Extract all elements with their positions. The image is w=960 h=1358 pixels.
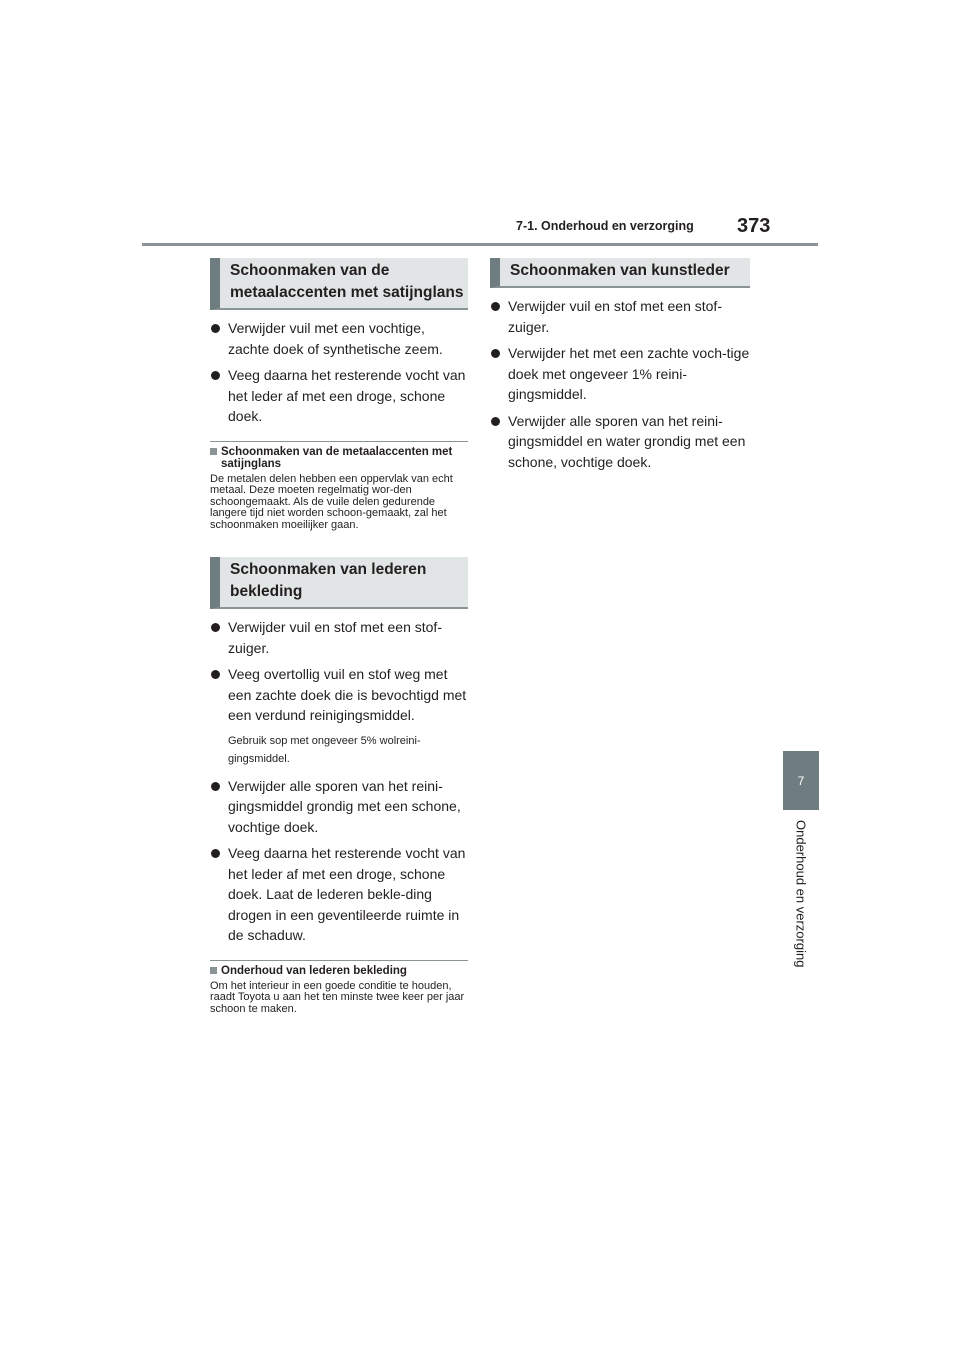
list-item: Verwijder vuil en stof met een stof-zuiger. bbox=[210, 617, 468, 658]
list-item: Verwijder het met een zachte voch-tige doek met ongeveer 1% reini-gingsmiddel. bbox=[490, 343, 750, 405]
bullet-list-leather-2 bbox=[210, 776, 468, 946]
section-label: 7-1. Onderhoud en verzorging bbox=[516, 219, 694, 233]
bullet-list-leather-1 bbox=[210, 617, 468, 726]
info-block-leather bbox=[210, 960, 468, 1016]
bullet-list-synthetic bbox=[490, 296, 750, 472]
header-rule bbox=[142, 243, 818, 246]
page-number: 373 bbox=[737, 215, 771, 237]
chapter-title: Onderhoud en verzorging bbox=[793, 820, 809, 968]
info-title-text: Onderhoud van lederen bekleding bbox=[221, 964, 407, 977]
chapter-number: 7 bbox=[797, 773, 805, 788]
chapter-tab-label bbox=[786, 820, 816, 980]
list-item: Veeg daarna het resterende vocht van het leder af met een droge, schone doek. bbox=[210, 365, 468, 427]
list-item: Veeg overtollig vuil en stof weg met een zachte doek die is bevochtigd met een verdund reinigingsmiddel. bbox=[210, 664, 468, 726]
list-item: Verwijder alle sporen van het reini-gingsmiddel en water grondig met een schone, vochtige doek. bbox=[490, 411, 750, 473]
info-title bbox=[210, 446, 468, 470]
note-text: Gebruik sop met ongeveer 5% wolreini-gingsmiddel. bbox=[228, 734, 421, 765]
info-title bbox=[210, 965, 468, 977]
heading-metal-accents: Schoonmaken van de metaalaccenten met satijnglans bbox=[210, 258, 468, 310]
list-item: Veeg daarna het resterende vocht van het leder af met een droge, schone doek. Laat de lederen bekle-ding drogen in een geventileerde ruimte in de schaduw. bbox=[210, 843, 468, 946]
info-body: De metalen delen hebben een oppervlak van echt metaal. Deze moeten regelmatig wor-den schoongemaakt. Als de vuile delen gedurende langere tijd niet worden schoon-gemaakt, zal het schoonmaken moeilijker gaan. bbox=[210, 472, 453, 531]
info-block-metal bbox=[210, 441, 468, 532]
bullet-list-metal bbox=[210, 318, 468, 427]
list-item: Verwijder vuil en stof met een stof-zuiger. bbox=[490, 296, 750, 337]
square-bullet-icon bbox=[210, 967, 217, 974]
heading-synthetic-leather: Schoonmaken van kunstleder bbox=[490, 258, 750, 288]
chapter-tab bbox=[783, 751, 819, 810]
list-item: Verwijder alle sporen van het reini-gingsmiddel grondig met een schone, vochtige doek. bbox=[210, 776, 468, 838]
right-column bbox=[490, 258, 750, 478]
square-bullet-icon bbox=[210, 448, 217, 455]
heading-leather: Schoonmaken van lederen bekleding bbox=[210, 557, 468, 609]
left-column bbox=[210, 258, 468, 1015]
info-title-text: Schoonmaken van de metaalaccenten met satijnglans bbox=[221, 445, 453, 470]
info-body: Om het interieur in een goede conditie te houden, raadt Toyota u aan het ten minste twee keer per jaar schoon te maken. bbox=[210, 979, 465, 1015]
list-item: Verwijder vuil met een vochtige, zachte doek of synthetische zeem. bbox=[210, 318, 468, 359]
